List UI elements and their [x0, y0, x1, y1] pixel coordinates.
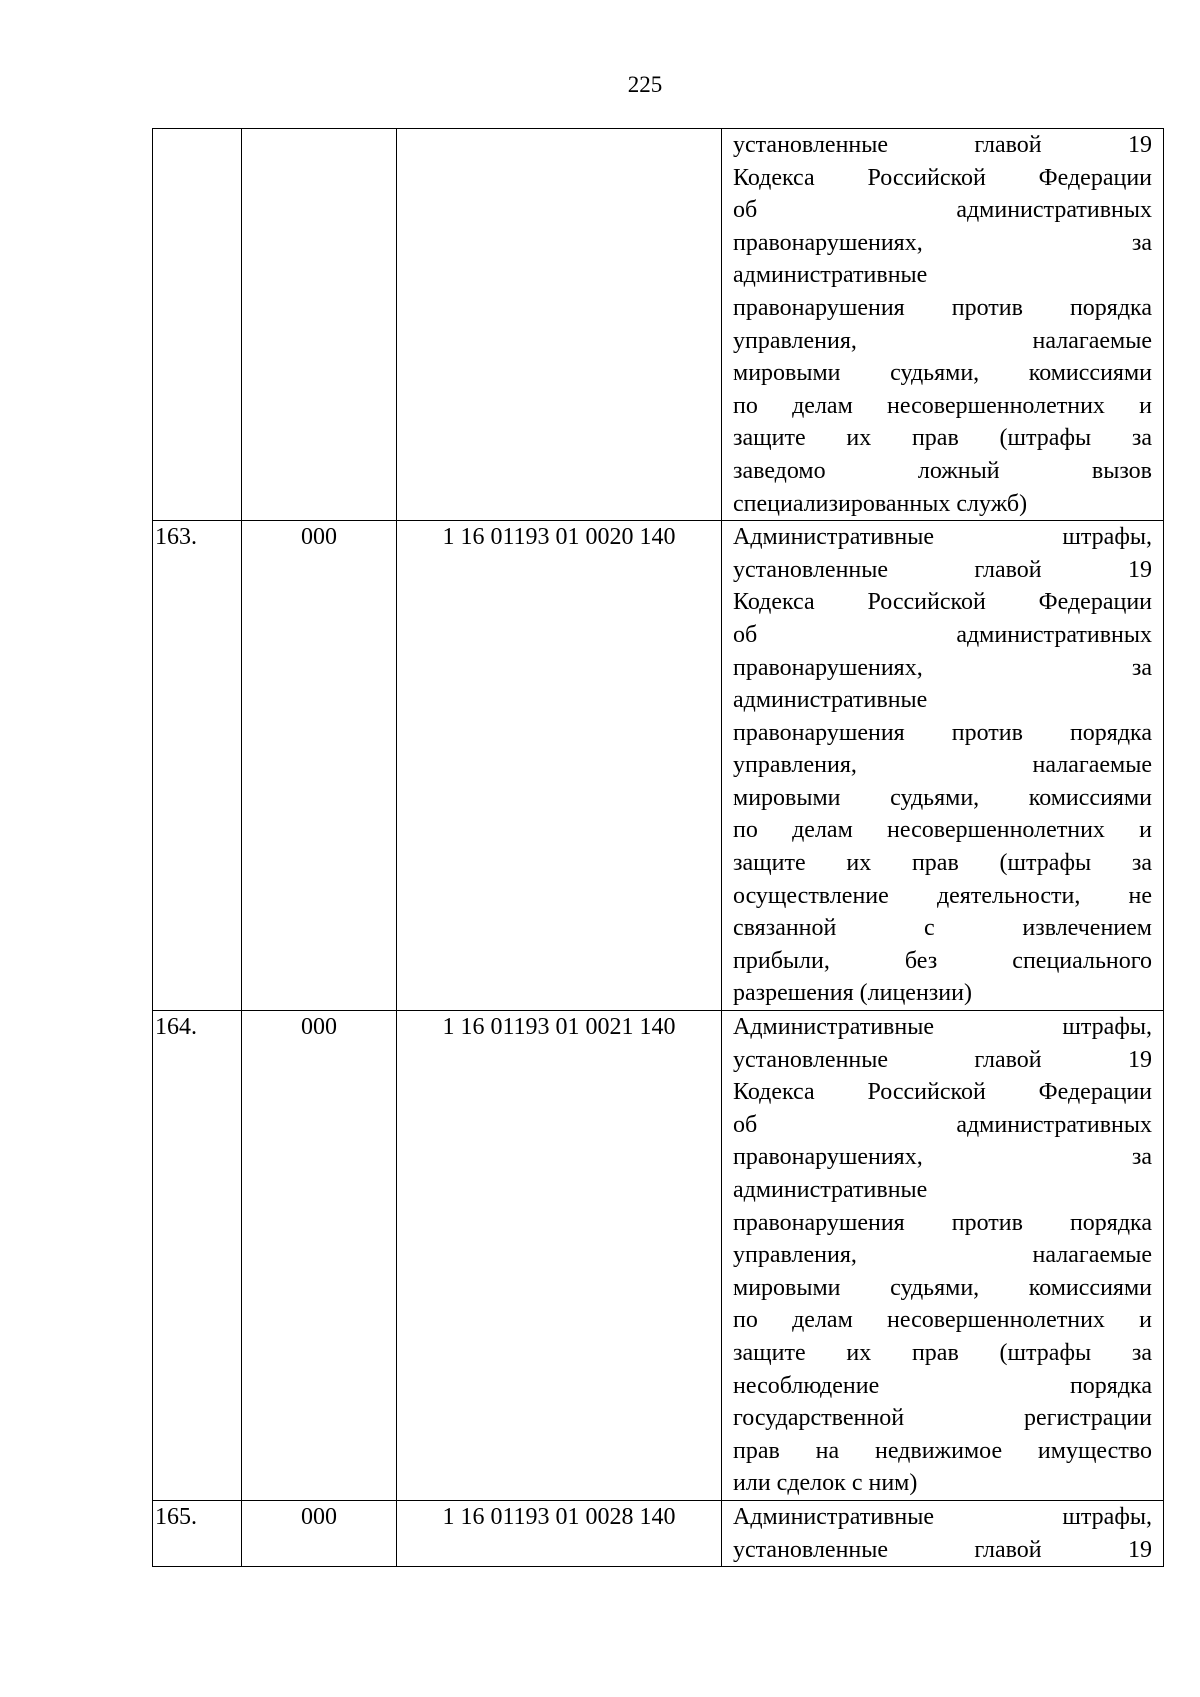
description-line: установленные главой 19 — [733, 1536, 1152, 1563]
description-cell — [722, 1011, 1164, 1501]
description-line: заведомо ложный вызов — [733, 457, 1152, 484]
budget-classification-code-cell: 1 16 01193 01 0028 140 — [397, 1500, 722, 1566]
description-line: государственной регистрации — [733, 1405, 1152, 1432]
description-line: правонарушениях, за — [733, 654, 1152, 681]
budget-codes-table — [152, 128, 1164, 1567]
table-row — [153, 129, 1164, 521]
table-body — [153, 129, 1164, 1567]
description-line: управления, налагаемые — [733, 752, 1152, 779]
description-line: установленные главой 19 — [733, 1046, 1152, 1073]
description-cell — [722, 1500, 1164, 1566]
description-line: Административные штрафы, — [733, 524, 1152, 551]
admin-code-cell — [242, 129, 397, 521]
description-line: связанной с извлечением — [733, 915, 1152, 942]
admin-code-cell: 000 — [242, 1500, 397, 1566]
row-number-cell: 165. — [153, 1500, 242, 1566]
description-cell — [722, 129, 1164, 521]
description-line: или сделок с ним) — [733, 1470, 918, 1497]
description-cell — [722, 521, 1164, 1011]
description-line: мировыми судьями, комиссиями — [733, 360, 1152, 387]
description-line: управления, налагаемые — [733, 1242, 1152, 1269]
description-line: об административных — [733, 197, 1152, 224]
table-row — [153, 521, 1164, 1011]
description-line: Административные штрафы, — [733, 1503, 1152, 1530]
description-line: защите их прав (штрафы за — [733, 850, 1152, 877]
description-line: об административных — [733, 1111, 1152, 1138]
description-line: по делам несовершеннолетних и — [733, 817, 1152, 844]
description-line: правонарушения против порядка — [733, 1209, 1152, 1236]
description-line: прибыли, без специального — [733, 947, 1152, 974]
row-number-cell: 163. — [153, 521, 242, 1011]
description-line: защите их прав (штрафы за — [733, 1339, 1152, 1366]
table-row — [153, 1011, 1164, 1501]
description-line: правонарушениях, за — [733, 229, 1152, 256]
table-row — [153, 1500, 1164, 1566]
description-line: управления, налагаемые — [733, 327, 1152, 354]
budget-classification-code-cell: 1 16 01193 01 0020 140 — [397, 521, 722, 1011]
description-line: установленные главой 19 — [733, 556, 1152, 583]
description-line: мировыми судьями, комиссиями — [733, 784, 1152, 811]
description-line: Административные штрафы, — [733, 1014, 1152, 1041]
row-number-cell — [153, 129, 242, 521]
description-line: административные — [733, 687, 928, 714]
description-line: административные — [733, 1177, 928, 1203]
admin-code-cell: 000 — [242, 1011, 397, 1501]
description-line: по делам несовершеннолетних и — [733, 1307, 1152, 1334]
budget-classification-code-cell: 1 16 01193 01 0021 140 — [397, 1011, 722, 1501]
row-number-cell: 164. — [153, 1011, 242, 1501]
description-line: Кодекса Российской Федерации — [733, 1079, 1152, 1106]
description-line: специализированных служб) — [733, 490, 1028, 517]
description-line: Кодекса Российской Федерации — [733, 164, 1152, 191]
description-line: осуществление деятельности, не — [733, 882, 1152, 909]
description-line: несоблюдение порядка — [733, 1372, 1152, 1399]
description-line: прав на недвижимое имущество — [733, 1437, 1152, 1464]
description-line: правонарушениях, за — [733, 1144, 1152, 1171]
admin-code-cell: 000 — [242, 521, 397, 1011]
description-line: правонарушения против порядка — [733, 719, 1152, 746]
description-line: правонарушения против порядка — [733, 294, 1152, 321]
description-line: административные — [733, 262, 928, 289]
description-line: установленные главой 19 — [733, 132, 1152, 158]
description-line: разрешения (лицензии) — [733, 980, 972, 1007]
description-line: об административных — [733, 621, 1152, 648]
description-line: защите их прав (штрафы за — [733, 425, 1152, 452]
page-number: 225 — [627, 72, 663, 97]
description-line: мировыми судьями, комиссиями — [733, 1274, 1152, 1301]
description-line: по делам несовершеннолетних и — [733, 392, 1152, 419]
budget-classification-code-cell — [397, 129, 722, 521]
description-line: Кодекса Российской Федерации — [733, 589, 1152, 616]
